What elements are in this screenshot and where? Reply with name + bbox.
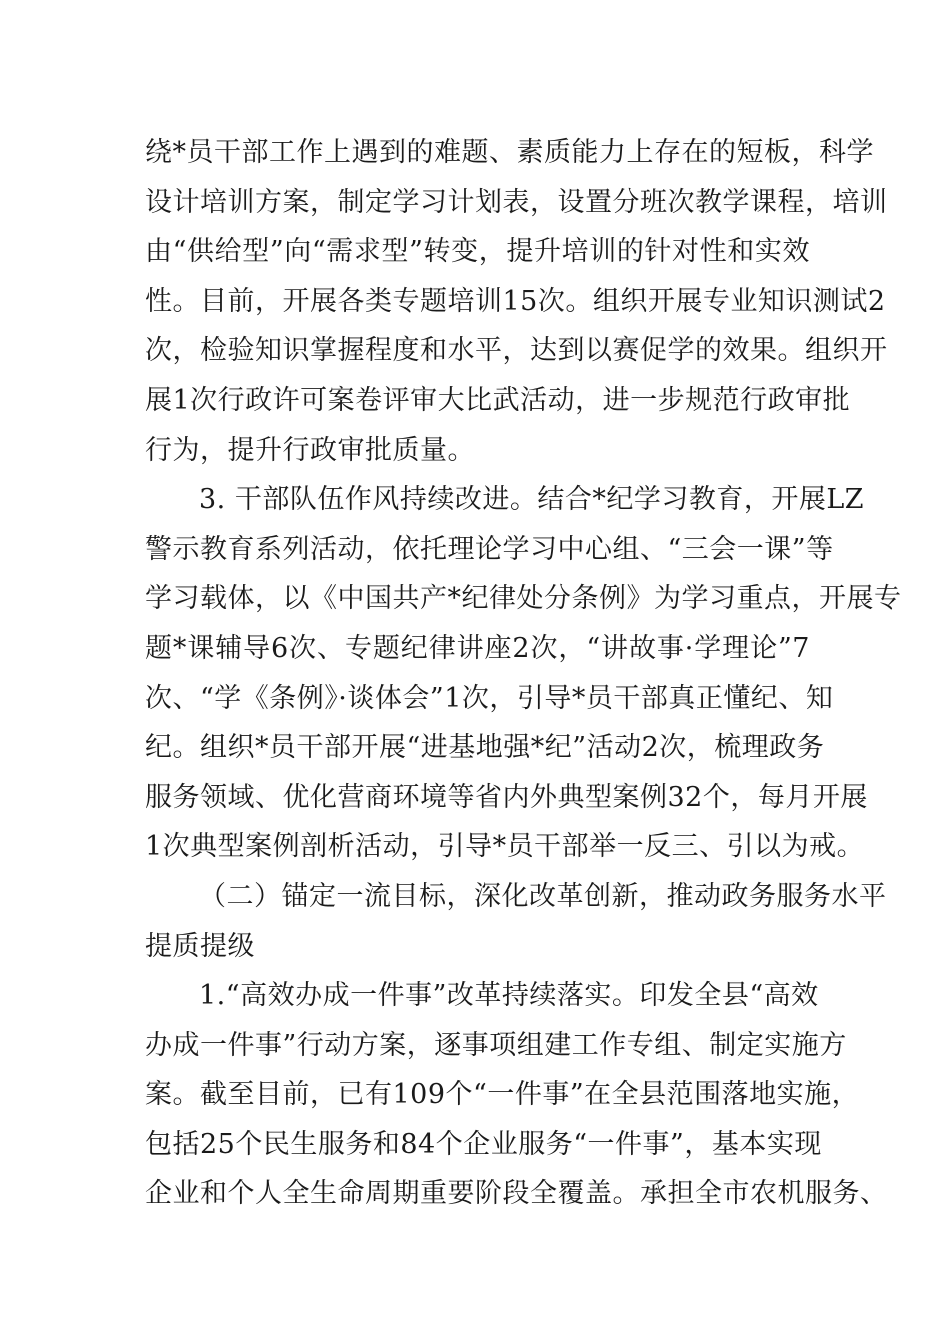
text-line: 由“供给型”向“需求型”转变，提升培训的针对性和实效 [145,236,810,268]
text-line: 企业和个人全生命周期重要阶段全覆盖。承担全市农机服务、 [145,1178,888,1210]
text-line: 题*课辅导6次、专题纪律讲座2次，“讲故事·学理论”7 [145,632,810,664]
text-line: 绕*员干部工作上遇到的难题、素质能力上存在的短板，科学 [145,137,874,168]
text-line: 案。截至目前，已有109个“一件事”在全县范围落地实施， [145,1079,860,1111]
text-line: 1次典型案例剖析活动，引导*员干部举一反三、引以为戒。 [145,831,865,863]
text-line: 警示教育系列活动，依托理论学习中心组、“三会一课”等 [145,533,834,565]
body-text [145,128,902,1219]
text-line: 学习载体，以《中国共产*纪律处分条例》为学习重点，开展专 [145,583,902,615]
section-heading-line: 提质提级 [145,930,255,962]
text-line: 设计培训方案，制定学习计划表，设置分班次教学课程，培训 [145,186,888,218]
text-line: 纪。组织*员干部开展“进基地强*纪”活动2次，梳理政务 [145,732,825,764]
text-line: 服务领域、优化营商环境等省内外典型案例32个，每月开展 [145,781,868,813]
section-heading-line: （二）锚定一流目标，深化改革创新，推动政务服务水平 [199,880,887,912]
section-heading-line: 1.“高效办成一件事”改革持续落实。印发全县“高效 [199,980,819,1012]
text-line: 次、“学《条例》·谈体会”1次，引导*员干部真正懂纪、知 [145,682,834,714]
section-heading-line: 3. 干部队伍作风持续改进。结合*纪学习教育，开展LZ [199,484,865,516]
text-line: 办成一件事”行动方案，逐事项组建工作专组、制定实施方 [145,1029,847,1061]
text-line: 性。目前，开展各类专题培训15次。组织开展专业知识测试2 [145,285,886,317]
text-line: 行为，提升行政审批质量。 [145,434,475,466]
text-line: 次，检验知识掌握程度和水平，达到以赛促学的效果。组织开 [145,335,888,367]
text-line: 展1次行政许可案卷评审大比武活动，进一步规范行政审批 [145,384,851,416]
text-line: 包括25个民生服务和84个企业服务“一件事”，基本实现 [145,1128,822,1160]
